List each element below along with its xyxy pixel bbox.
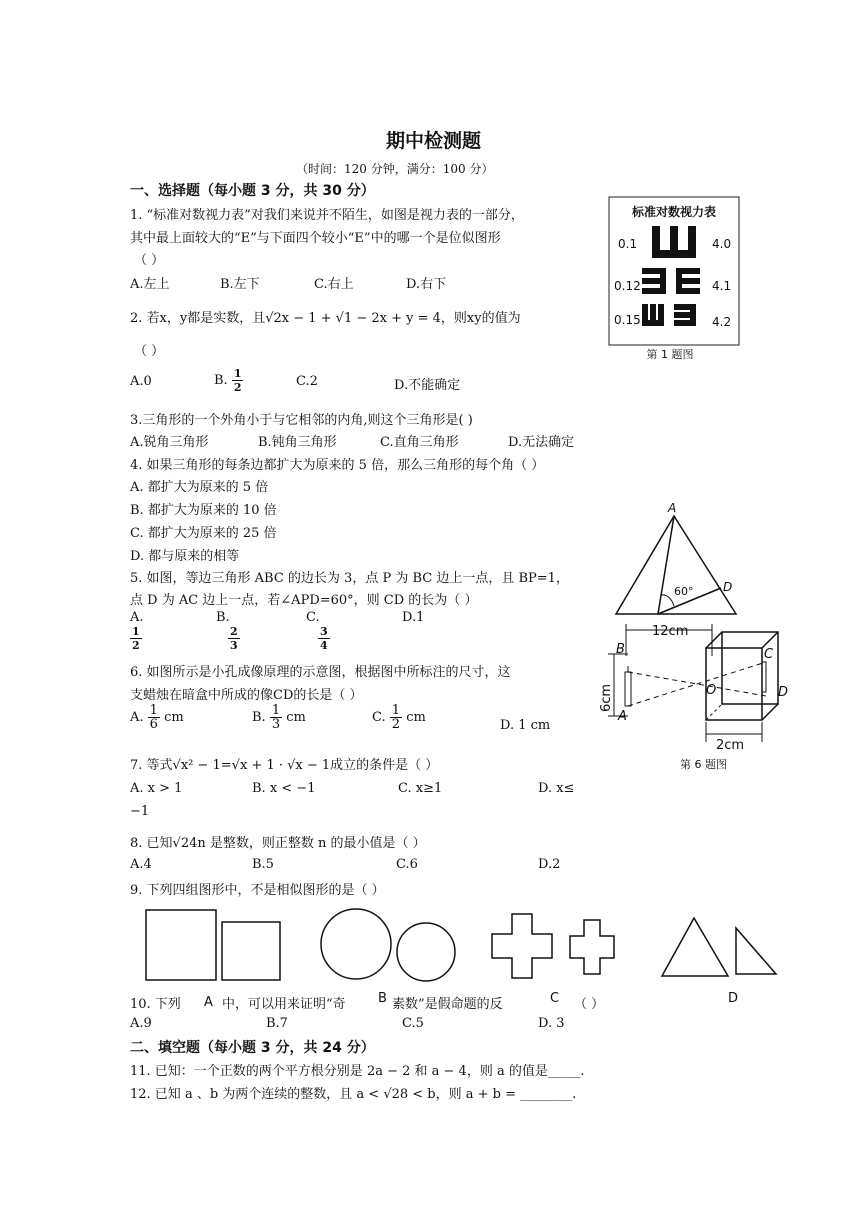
- q8-option-b: B.5: [252, 857, 274, 872]
- q5-line2: 点 D 为 AC 边上一点，若∠APD=60°，则 CD 的长为（ ）: [130, 593, 478, 608]
- q7-option-c: C. x≥1: [398, 781, 443, 796]
- q2-paren: （ ）: [134, 344, 165, 359]
- q1-line2: 其中最上面较大的“E”与下面四个较小“E”中的哪一个是位似图形: [130, 231, 501, 246]
- q5-option-b: [216, 610, 240, 652]
- q5-option-b-fraction: [228, 625, 240, 652]
- q6-option-a-unit: cm: [164, 710, 184, 725]
- q9-b-small-circle: [397, 923, 455, 981]
- q5-a-num: 1: [132, 625, 140, 638]
- q10-option-c: C.5: [402, 1016, 424, 1031]
- q12-text: 12. 已知 a 、b 为两个连续的整数，且 a < √28 < b，则 a + b = ________.: [130, 1087, 577, 1102]
- q5-option-d: D.1: [402, 610, 425, 625]
- q5-option-a: [130, 610, 144, 652]
- q6-option-b-label: B.: [252, 710, 266, 725]
- pinhole-label-b: B: [616, 642, 625, 657]
- q6-a-num: 1: [149, 703, 158, 718]
- pinhole-side-dim: 6cm: [599, 683, 614, 712]
- q8-option-c: C.6: [396, 857, 418, 872]
- q1-option-d: D.右下: [406, 277, 447, 292]
- q9-label-d: D: [728, 991, 739, 1006]
- q7-option-d: D. x≤: [538, 781, 575, 796]
- q1-line1: 1. “标准对数视力表”对我们来说并不陌生，如图是视力表的一部分，: [130, 208, 524, 223]
- q7-option-b: B. x < −1: [252, 781, 316, 796]
- triangle-abc: [616, 516, 736, 614]
- pinhole-bottom-dim: 2cm: [716, 738, 745, 753]
- q5-b-den: 3: [230, 639, 238, 652]
- q2-option-c: C.2: [296, 374, 318, 389]
- q6-b-num: 1: [271, 703, 281, 718]
- q9-a-small-square: [222, 922, 280, 980]
- q10-option-b: B.7: [266, 1016, 288, 1031]
- pinhole-label-a: A: [618, 709, 627, 724]
- q6-c-den: 2: [391, 717, 401, 732]
- triangle-angle-label: 60°: [674, 585, 694, 598]
- pinhole-label-d: D: [778, 685, 789, 700]
- page-subtitle: （时间：120 分钟，满分：100 分）: [296, 162, 494, 176]
- q6-b-den: 3: [271, 717, 281, 732]
- box-edge-2: [762, 632, 778, 648]
- q6-option-b: [252, 704, 306, 731]
- q6-option-c-label: C.: [372, 710, 386, 725]
- small-e-top-left: [642, 268, 666, 294]
- eye-left-1: 0.1: [618, 237, 638, 251]
- pinhole-figure: [594, 616, 794, 776]
- q6-option-d: D. 1 cm: [500, 718, 551, 733]
- q5-option-a-label: A.: [130, 610, 144, 625]
- small-e-bottom-left: [642, 304, 664, 326]
- q9-label-c: C: [550, 991, 560, 1006]
- q2-b-den: 2: [233, 381, 242, 394]
- q6-c-num: 1: [391, 703, 401, 718]
- pinhole-label-c: C: [764, 647, 774, 662]
- eye-chart-title: 标准对数视力表: [631, 205, 717, 219]
- q4-option-a: A. 都扩大为原来的 5 倍: [130, 480, 269, 495]
- q9-label-a: A: [204, 995, 213, 1010]
- q1-option-a: A.左上: [130, 277, 170, 292]
- q2-line1: 2. 若x，y都是实数，且√2x − 1 + √1 − 2x + y = 4，则xy的值为: [130, 311, 521, 326]
- q10-line1-part1: 10. 下列: [130, 997, 181, 1012]
- q3-option-a: A.锐角三角形: [130, 435, 209, 450]
- q1-option-c: C.右上: [314, 277, 354, 292]
- q10-line1-part4: （ ）: [574, 997, 605, 1012]
- pinhole-label-o: O: [706, 683, 717, 698]
- q5-option-c-fraction: [318, 625, 330, 652]
- section-1-heading: 一、选择题（每小题 3 分，共 30 分）: [130, 183, 375, 199]
- q2-option-d: D.不能确定: [394, 378, 461, 393]
- small-e-top-right: [676, 268, 700, 294]
- q8-option-d: D.2: [538, 857, 561, 872]
- q3-option-d: D.无法确定: [508, 435, 575, 450]
- q6-a-den: 6: [149, 717, 158, 732]
- q4-option-c: C. 都扩大为原来的 25 倍: [130, 526, 277, 541]
- q4-line1: 4. 如果三角形的每条边都扩大为原来的 5 倍，那么三角形的每个角（ ）: [130, 458, 545, 473]
- q5-c-den: 4: [320, 639, 328, 652]
- q10-option-a: A.9: [130, 1016, 152, 1031]
- eye-right-1: 4.0: [712, 237, 732, 251]
- q6-option-c: [372, 704, 426, 731]
- q6-option-b-unit: cm: [286, 710, 306, 725]
- q1-option-b: B.左下: [220, 277, 260, 292]
- q3-option-b: B.钝角三角形: [258, 435, 337, 450]
- q8-line1: 8. 已知√24n 是整数，则正整数 n 的最小值是（ ）: [130, 836, 426, 851]
- q9-c-small-cross: [570, 920, 614, 974]
- page-title: 期中检测题: [386, 130, 482, 152]
- q3-option-c: C.直角三角形: [380, 435, 459, 450]
- q5-b-num: 2: [230, 625, 238, 638]
- pinhole-caption: 第 6 题图: [680, 758, 727, 771]
- q6-option-a-fraction: [148, 704, 160, 731]
- q9-d-large-triangle: [662, 918, 728, 976]
- triangle-figure: [610, 498, 750, 616]
- q6-option-c-unit: cm: [406, 710, 426, 725]
- triangle-angle-arc: [661, 595, 674, 606]
- eye-left-2: 0.12: [614, 279, 641, 293]
- q6-option-c-fraction: [390, 704, 402, 731]
- q9-a-large-square: [146, 910, 216, 980]
- q2-option-b-label: B.: [214, 373, 228, 388]
- eye-chart-caption: 第 1 题图: [646, 348, 694, 361]
- q6-line2: 支蜡烛在暗盒中所成的像CD的长是（ ）: [130, 688, 363, 703]
- small-e-bottom-right: [674, 304, 696, 326]
- box-back: [722, 632, 778, 704]
- q9-d-small-triangle: [736, 928, 776, 974]
- box-edge-4: [706, 704, 722, 720]
- q8-option-a: A.4: [130, 857, 152, 872]
- q7-line1: 7. 等式√x² − 1=√x + 1 · √x − 1成立的条件是（ ）: [130, 758, 439, 773]
- q11-text: 11. 已知：一个正数的两个平方根分别是 2a − 2 和 a − 4，则 a 的值是_____.: [130, 1064, 585, 1079]
- q6-option-b-fraction: [270, 704, 282, 731]
- q4-option-d: D. 都与原来的相等: [130, 549, 240, 564]
- q9-b-large-circle: [321, 909, 391, 979]
- q1-paren: （ ）: [134, 253, 165, 268]
- q2-option-b: [214, 367, 243, 394]
- eye-left-3: 0.15: [614, 313, 641, 327]
- q3-line1: 3.三角形的一个外角小于与它相邻的内角,则这个三角形是( ): [130, 413, 473, 428]
- q5-option-a-fraction: [130, 625, 142, 652]
- q7-option-a: A. x > 1: [130, 781, 183, 796]
- triangle-vertex-a: A: [668, 501, 677, 515]
- q9-label-b: B: [378, 991, 387, 1006]
- q4-option-b: B. 都扩大为原来的 10 倍: [130, 503, 277, 518]
- q5-option-c-label: C.: [306, 610, 320, 625]
- q10-option-d: D. 3: [538, 1016, 565, 1031]
- ray-2: [628, 662, 766, 706]
- eye-right-2: 4.1: [712, 279, 732, 293]
- q6-option-a: [130, 704, 184, 731]
- section-2-heading: 二、填空题（每小题 3 分，共 24 分）: [130, 1040, 375, 1056]
- q7-option-d-cont: −1: [130, 804, 150, 819]
- q2-b-num: 1: [233, 367, 242, 380]
- eye-chart-figure: [608, 196, 740, 372]
- q6-option-a-label: A.: [130, 710, 144, 725]
- big-e-glyph: [652, 226, 696, 258]
- q6-line1: 6. 如图所示是小孔成像原理的示意图，根据图中所标注的尺寸，这: [130, 665, 511, 680]
- triangle-vertex-d: D: [723, 580, 733, 594]
- q9-line1: 9. 下列四组图形中，不是相似图形的是（ ）: [130, 883, 385, 898]
- q2-option-a: A.0: [130, 374, 152, 389]
- q5-option-c: [306, 610, 330, 652]
- q2-option-b-fraction: [232, 367, 244, 394]
- q10-line1-part2: 中，可以用来证明“奇: [222, 997, 346, 1012]
- q10-line1-part3: 素数”是假命题的反: [392, 997, 503, 1012]
- q5-a-den: 2: [132, 639, 140, 652]
- box-edge-3: [762, 704, 778, 720]
- candle: [625, 672, 631, 706]
- eye-right-3: 4.2: [712, 315, 732, 329]
- q5-line1: 5. 如图，等边三角形 ABC 的边长为 3，点 P 为 BC 边上一点，且 BP=1，: [130, 571, 569, 586]
- q5-option-b-label: B.: [216, 610, 230, 625]
- q5-c-num: 3: [320, 625, 328, 638]
- q9-c-large-cross: [492, 914, 552, 978]
- box-edge-1: [706, 632, 722, 648]
- pinhole-top-dim: 12cm: [652, 624, 689, 639]
